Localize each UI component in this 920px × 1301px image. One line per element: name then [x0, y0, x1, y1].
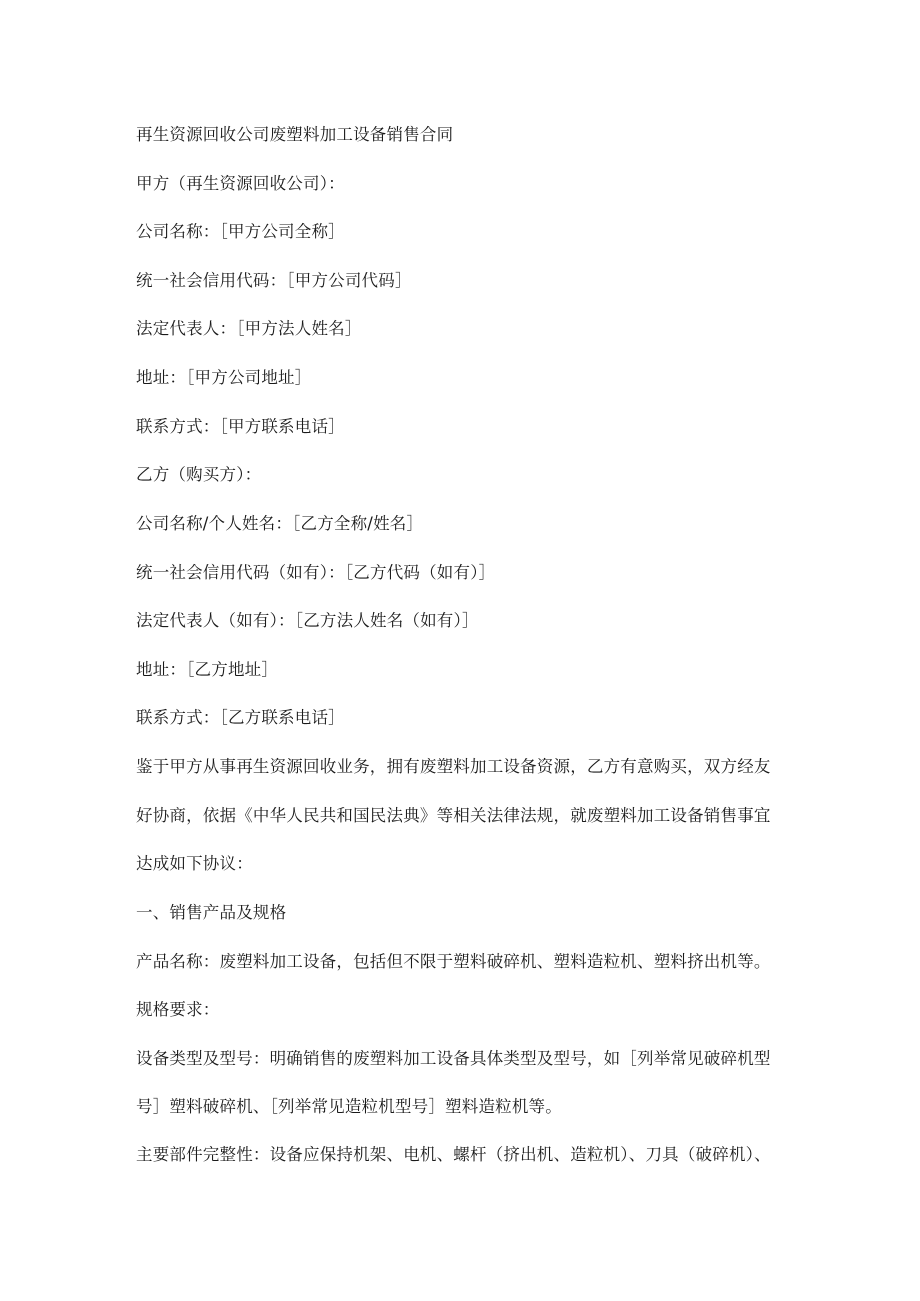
product-name: 产品名称：废塑料加工设备，包括但不限于塑料破碎机、塑料造粒机、塑料挤出机等。	[136, 952, 771, 971]
party-a-company-name: 公司名称：［甲方公司全称］	[136, 222, 345, 241]
party-a-contact: 联系方式：［甲方联系电话］	[136, 417, 345, 436]
party-b-address: 地址：［乙方地址］	[136, 660, 279, 679]
party-b-heading: 乙方（购买方）：	[136, 465, 262, 484]
party-b-contact: 联系方式：［乙方联系电话］	[136, 708, 345, 727]
preamble-line-1: 鉴于甲方从事再生资源回收业务，拥有废塑料加工设备资源，乙方有意购买，双方经友	[136, 757, 771, 776]
contract-title: 再生资源回收公司废塑料加工设备销售合同	[136, 125, 454, 144]
preamble-line-2: 好协商，依据《中华人民共和国民法典》等相关法律法规，就废塑料加工设备销售事宜	[136, 806, 771, 825]
party-a-heading: 甲方（再生资源回收公司）：	[136, 174, 345, 193]
party-b-company-name: 公司名称/个人姓名：［乙方全称/姓名］	[136, 514, 424, 533]
type-model-line-2: 号］塑料破碎机、［列举常见造粒机型号］塑料造粒机等。	[136, 1097, 562, 1116]
spec-heading: 规格要求：	[136, 1000, 220, 1019]
party-a-address: 地址：［甲方公司地址］	[136, 368, 312, 387]
party-a-credit-code: 统一社会信用代码：［甲方公司代码］	[136, 271, 412, 290]
party-b-credit-code: 统一社会信用代码（如有）：［乙方代码（如有）］	[136, 563, 496, 582]
components-line: 主要部件完整性：设备应保持机架、电机、螺杆（挤出机、造粒机）、刀具（破碎机）、	[136, 1145, 771, 1164]
party-b-legal-rep: 法定代表人（如有）：［乙方法人姓名（如有）］	[136, 611, 479, 630]
type-model-line-1: 设备类型及型号：明确销售的废塑料加工设备具体类型及型号，如［列举常见破碎机型	[136, 1049, 771, 1068]
preamble-line-3: 达成如下协议：	[136, 854, 253, 873]
party-a-legal-rep: 法定代表人：［甲方法人姓名］	[136, 319, 362, 338]
section-1-heading: 一、销售产品及规格	[136, 903, 287, 922]
